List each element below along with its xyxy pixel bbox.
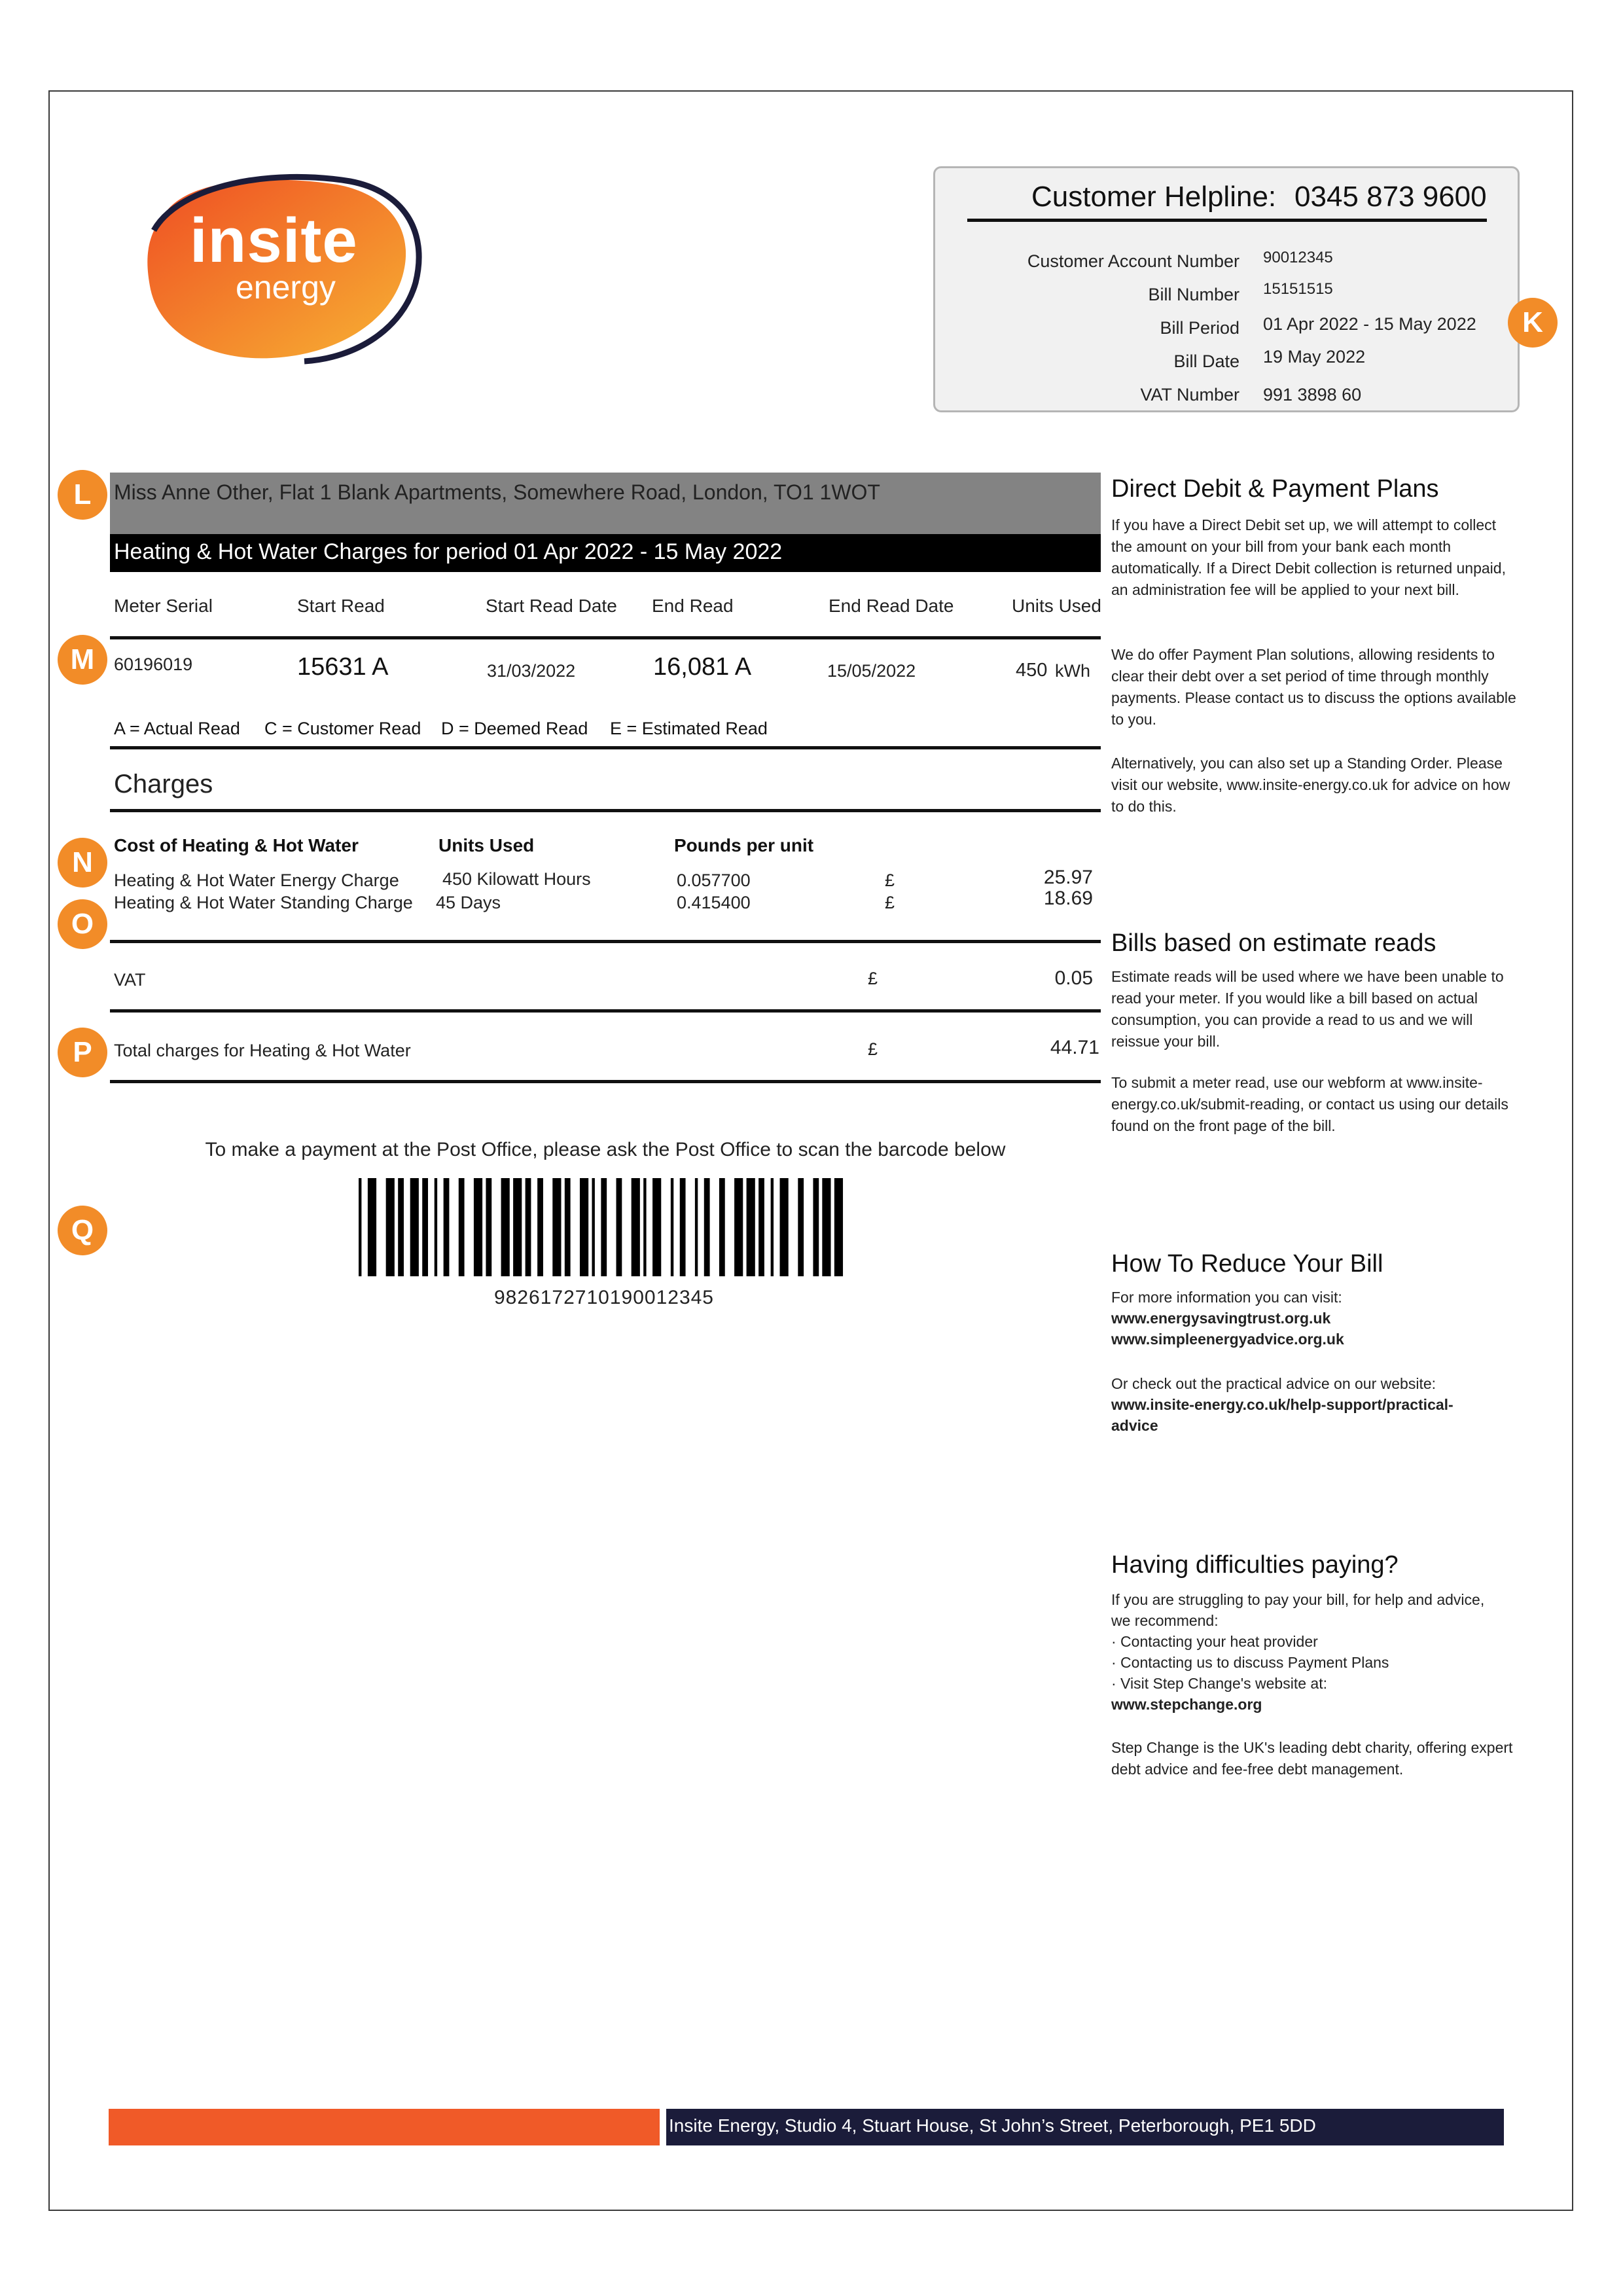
barcode-bar <box>422 1178 428 1276</box>
barcode-bar <box>398 1178 404 1276</box>
barcode-bar <box>813 1178 819 1276</box>
barcode-bar <box>552 1178 561 1276</box>
barcode-bar <box>501 1178 510 1276</box>
bill-date-label: Bill Date <box>1173 351 1240 371</box>
helpline-number: 0345 873 9600 <box>1294 181 1487 213</box>
charge-row-standing-rate: 0.415400 <box>677 893 751 912</box>
barcode-bar <box>798 1178 804 1276</box>
account-number-label: Customer Account Number <box>1027 251 1240 271</box>
charge-row-energy-name: Heating & Hot Water Energy Charge <box>114 870 399 890</box>
barcode-bar <box>704 1178 710 1276</box>
charge-row-standing-currency: £ <box>885 893 895 912</box>
reduce-bill-intro-2: Or check out the practical advice on our website: <box>1111 1375 1436 1392</box>
helpline-divider <box>967 219 1487 222</box>
difficulties-item-1: · Contacting your heat provider <box>1111 1633 1318 1650</box>
vat-rule <box>110 1009 1101 1013</box>
barcode-number: 9826172710190012345 <box>493 1287 714 1308</box>
meter-header-end-read: End Read <box>652 596 734 616</box>
marker-k: K <box>1508 298 1558 348</box>
charge-row-energy-rate: 0.057700 <box>677 870 751 890</box>
helpline-label: Customer Helpline: <box>1031 181 1277 213</box>
barcode-bar <box>734 1178 743 1276</box>
barcode-bar <box>758 1178 764 1276</box>
vat-number-label: VAT Number <box>1140 385 1240 404</box>
barcode-bar <box>671 1178 673 1276</box>
barcode-bar <box>580 1178 588 1276</box>
bill-number-label: Bill Number <box>1148 285 1240 304</box>
barcode-bar <box>632 1178 640 1276</box>
total-currency: £ <box>868 1039 878 1059</box>
marker-l: L <box>58 470 107 520</box>
meter-serial: 60196019 <box>114 655 193 674</box>
simple-energy-advice-link[interactable]: www.simpleenergyadvice.org.uk <box>1111 1331 1344 1348</box>
start-read-date: 31/03/2022 <box>487 661 576 681</box>
charge-row-energy-units: 450 Kilowatt Hours <box>442 869 591 889</box>
footer-orange-bar <box>109 2109 660 2145</box>
charges-rows-rule <box>110 940 1101 943</box>
total-amount: 44.71 <box>1050 1037 1099 1058</box>
barcode-bar <box>719 1178 725 1276</box>
units-used: 450 <box>1016 660 1048 681</box>
barcode-bar <box>410 1178 419 1276</box>
difficulties-item-2: · Contacting us to discuss Payment Plans <box>1111 1654 1389 1671</box>
direct-debit-title: Direct Debit & Payment Plans <box>1111 475 1439 503</box>
marker-n: N <box>58 838 107 888</box>
meter-header-end-date: End Read Date <box>829 596 954 616</box>
barcode-bar <box>643 1178 646 1276</box>
charge-row-standing-amount: 18.69 <box>1043 888 1093 909</box>
barcode-bar <box>368 1178 376 1276</box>
end-read: 16,081 A <box>653 653 752 681</box>
direct-debit-para-3: Alternatively, you can also set up a Standing Order. Please visit our website, www.insite-energy.co.uk for advice on how to do this. <box>1111 755 1510 815</box>
barcode-bar <box>444 1178 450 1276</box>
energy-saving-trust-link[interactable]: www.energysavingtrust.org.uk <box>1111 1310 1331 1327</box>
customer-address: Miss Anne Other, Flat 1 Blank Apartments, Somewhere Road, London, TO1 1WOT <box>114 480 880 504</box>
account-number-value: 90012345 <box>1263 249 1333 266</box>
estimate-reads-para-1: Estimate reads will be used where we have been unable to read your meter. If you would like a bill based on actual consumption, you can provide a read to us and we will reissue your bill. <box>1111 968 1504 1050</box>
vat-label: VAT <box>114 970 146 990</box>
charges-header-units: Units Used <box>438 835 535 855</box>
units-used-unit: kWh <box>1055 661 1090 681</box>
reduce-bill-intro: For more information you can visit: <box>1111 1289 1342 1306</box>
meter-header-units: Units Used <box>1012 596 1101 616</box>
practical-advice-link[interactable]: www.insite-energy.co.uk/help-support/practical- <box>1111 1396 1454 1413</box>
barcode-bar <box>680 1178 686 1276</box>
total-rule <box>110 1080 1101 1083</box>
marker-o: O <box>58 899 107 949</box>
barcode-bar <box>513 1178 522 1276</box>
charge-row-energy-amount: 25.97 <box>1043 867 1093 888</box>
bill-date-value: 19 May 2022 <box>1263 347 1366 367</box>
bill-period-value: 01 Apr 2022 - 15 May 2022 <box>1263 314 1476 334</box>
post-office-note: To make a payment at the Post Office, please ask the Post Office to scan the barcode below <box>205 1139 1006 1160</box>
charges-title: Charges <box>114 770 213 798</box>
barcode-bar <box>435 1178 437 1276</box>
barcode-bar <box>526 1178 531 1276</box>
charge-row-energy-currency: £ <box>885 870 895 890</box>
charges-header-cost: Cost of Heating & Hot Water <box>114 835 359 855</box>
charge-row-standing-units: 45 Days <box>436 893 501 912</box>
vat-number-value: 991 3898 60 <box>1263 385 1362 404</box>
marker-p: P <box>58 1028 107 1077</box>
meter-header-start-date: Start Read Date <box>486 596 617 616</box>
barcode-bar <box>565 1178 571 1276</box>
end-read-date: 15/05/2022 <box>827 661 916 681</box>
legend-estimated: E = Estimated Read <box>610 719 768 738</box>
bill-period-label: Bill Period <box>1160 318 1240 338</box>
barcode-bar <box>474 1178 482 1276</box>
logo-wordmark-insite: insite <box>190 206 358 276</box>
vat-amount: 0.05 <box>1054 967 1093 989</box>
barcode-bar <box>780 1178 789 1276</box>
practical-advice-link-cont[interactable]: advice <box>1111 1417 1158 1434</box>
barcode-bar <box>359 1178 361 1276</box>
barcode-bar <box>834 1178 843 1276</box>
meter-header-start-read: Start Read <box>297 596 385 616</box>
direct-debit-para-2: We do offer Payment Plan solutions, allowing residents to clear their debt over a set period of time through monthly payments. Please contact us to discuss the options available to you. <box>1111 646 1516 728</box>
payment-barcode <box>359 1178 849 1276</box>
marker-q: Q <box>58 1206 107 1255</box>
charges-header-rate: Pounds per unit <box>674 835 814 855</box>
difficulties-intro-2: we recommend: <box>1111 1612 1219 1629</box>
legend-actual: A = Actual Read <box>114 719 240 738</box>
difficulties-intro-1: If you are struggling to pay your bill, for help and advice, <box>1111 1591 1485 1608</box>
barcode-bar <box>537 1178 543 1276</box>
barcode-bar <box>771 1178 774 1276</box>
barcode-bar <box>459 1178 465 1276</box>
start-read: 15631 A <box>297 653 389 681</box>
logo-wordmark-energy: energy <box>236 269 336 306</box>
vat-currency: £ <box>868 969 878 988</box>
stepchange-link[interactable]: www.stepchange.org <box>1111 1696 1262 1713</box>
barcode-bar <box>822 1178 830 1276</box>
meter-header-rule <box>110 636 1101 639</box>
charges-title-rule <box>110 809 1101 812</box>
estimate-reads-title: Bills based on estimate reads <box>1111 929 1436 957</box>
meter-header-serial: Meter Serial <box>114 596 213 616</box>
legend-rule <box>110 746 1101 749</box>
barcode-bar <box>616 1178 622 1276</box>
barcode-bar <box>486 1178 491 1276</box>
reduce-bill-title: How To Reduce Your Bill <box>1111 1250 1383 1278</box>
footer-address: Insite Energy, Studio 4, Stuart House, St John’s Street, Peterborough, PE1 5DD <box>669 2115 1316 2136</box>
period-title: Heating & Hot Water Charges for period 01 Apr 2022 - 15 May 2022 <box>114 539 783 564</box>
difficulties-para-2: Step Change is the UK's leading debt charity, offering expert debt advice and fee-free debt management. <box>1111 1739 1513 1778</box>
direct-debit-para-1: If you have a Direct Debit set up, we will attempt to collect the amount on your bill from your bank each month automatically. If a Direct Debit collection is returned unpaid, an administration fee will be applied to your next bill. <box>1111 516 1506 598</box>
barcode-bar <box>747 1178 755 1276</box>
estimate-reads-para-2: To submit a meter read, use our webform at www.insite-energy.co.uk/submit-reading, or contact us using our details found on the front page of the bill. <box>1111 1074 1508 1134</box>
barcode-bar <box>601 1178 607 1276</box>
barcode-bar <box>652 1178 661 1276</box>
total-label: Total charges for Heating & Hot Water <box>114 1041 411 1060</box>
difficulties-title: Having difficulties paying? <box>1111 1551 1399 1579</box>
barcode-bar <box>386 1178 395 1276</box>
barcode-bar <box>592 1178 594 1276</box>
marker-m: M <box>58 635 107 685</box>
legend-customer: C = Customer Read <box>264 719 421 738</box>
difficulties-item-3: · Visit Step Change's website at: <box>1111 1675 1327 1692</box>
barcode-bar <box>695 1178 698 1276</box>
charge-row-standing-name: Heating & Hot Water Standing Charge <box>114 893 413 912</box>
bill-number-value: 15151515 <box>1263 280 1333 298</box>
legend-deemed: D = Deemed Read <box>441 719 588 738</box>
